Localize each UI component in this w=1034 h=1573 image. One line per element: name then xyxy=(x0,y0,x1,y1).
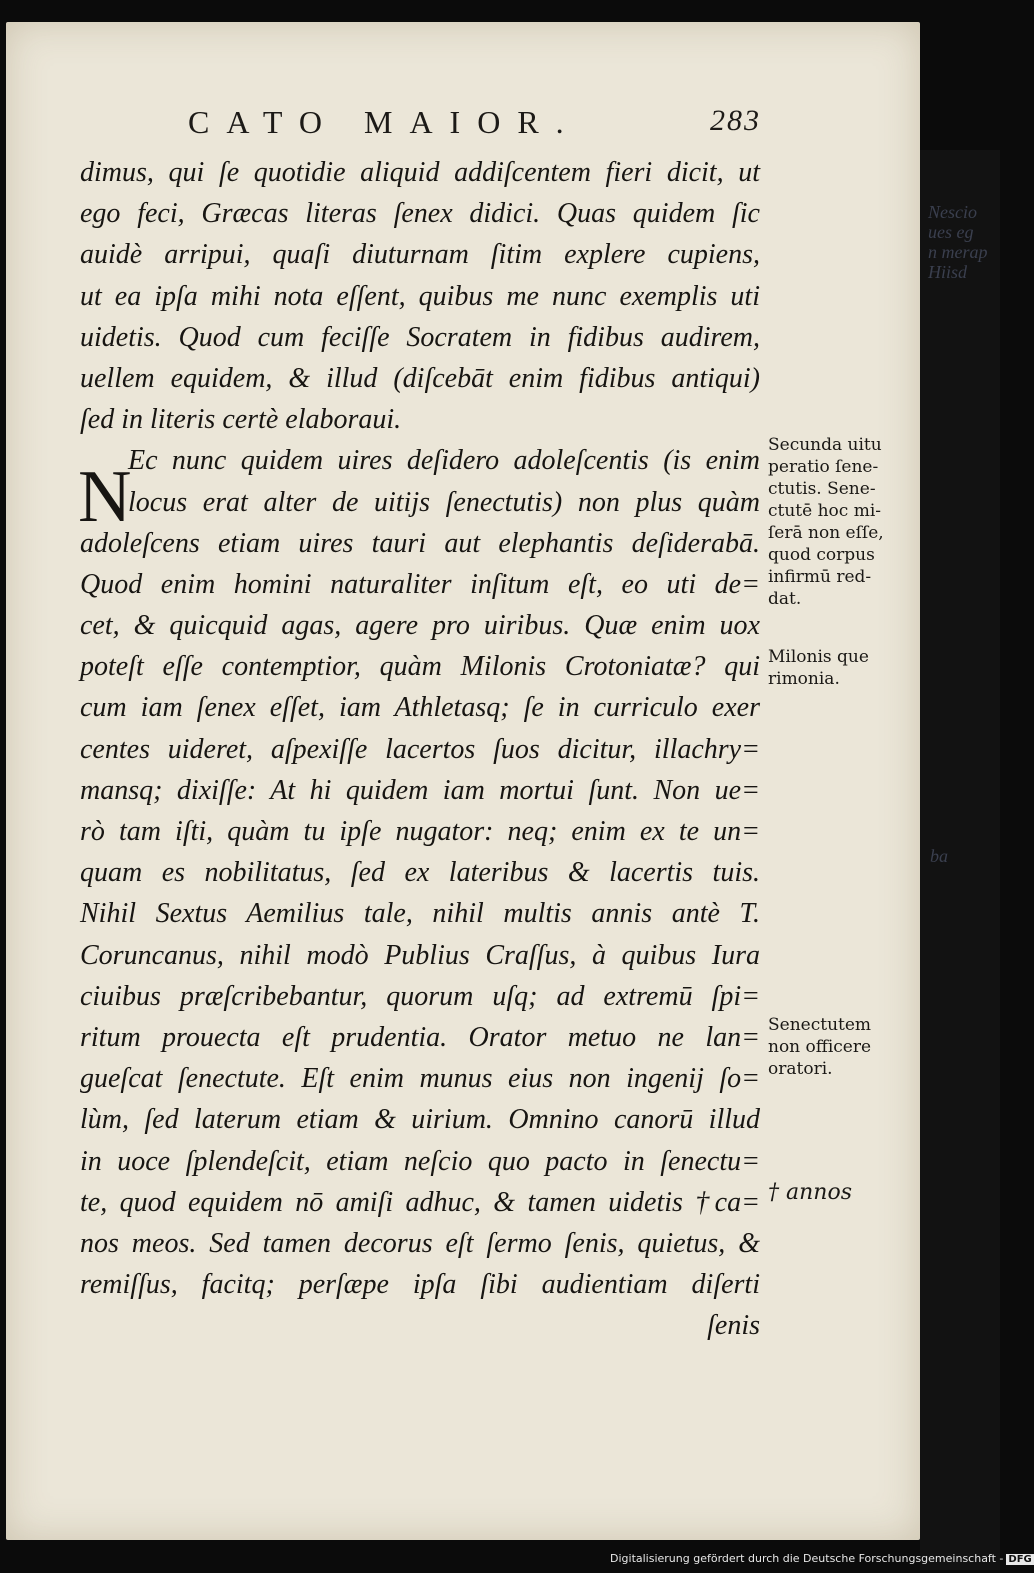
margin-note-line: ſerā non eſſe, xyxy=(768,523,884,543)
text-line: poteſt eſſe contemptior, quàm Milonis Crotoniatæ? qui xyxy=(80,651,760,683)
text-line: lùm, ſed laterum etiam & uirium. Omnino canorū illud xyxy=(80,1104,760,1136)
bleed-through-top xyxy=(928,202,998,282)
text-line: auidè arripui, quaſi diuturnam ſitim explere cupiens, xyxy=(80,239,760,271)
text-line: dimus, qui ſe quotidie aliquid addiſcentem fieri dicit, ut xyxy=(80,157,760,188)
text-line: ego feci, Græcas literas ſenex didici. Quas quidem ſic xyxy=(80,198,760,230)
text-line: cet, & quicquid agas, agere pro uiribus. Quæ enim uox xyxy=(80,610,760,642)
bleed-line: Nescio xyxy=(928,202,977,222)
margin-note-line: peratio ſene- xyxy=(768,457,879,477)
text-line: uidetis. Quod cum feciſſe Socratem in fidibus audirem, xyxy=(80,321,760,353)
bleed-through-middle xyxy=(930,846,1000,866)
text-line: ciuibus præſcribebantur, quorum uſq; ad extremū ſpi= xyxy=(80,980,760,1012)
text-line: te, quod equidem nō amiſi adhuc, & tamen uidetis †ca= xyxy=(80,1186,760,1218)
page-number: 283 xyxy=(710,104,761,137)
text-line: mansq; dixiſſe: At hi quidem iam mortui ſunt. Non ue= xyxy=(80,774,760,806)
text-line: remiſſus, facitq; perſæpe ipſa ſibi audientiam diſerti xyxy=(80,1269,760,1301)
adjacent-page-edge xyxy=(920,150,1000,1570)
credit-text: Digitalisierung gefördert durch die Deutsche Forschungsgemeinschaft - xyxy=(610,1552,1004,1565)
text-line: adoleſcens etiam uires tauri aut elephantis deſiderabā. xyxy=(80,527,760,559)
margin-note-line: Senectutem xyxy=(768,1015,872,1035)
bleed-line: Hiisd xyxy=(928,262,968,282)
text-line: uellem equidem, & illud (diſcebāt enim fidibus antiqui) xyxy=(80,362,760,394)
digitization-credit xyxy=(610,1552,1034,1565)
text-line: ritum prouecta eſt prudentia. Orator metuo ne lan= xyxy=(80,1021,760,1053)
margin-note-line: † annos xyxy=(768,1180,852,1205)
margin-note-line: oratori. xyxy=(768,1059,833,1079)
bleed-line: ues eg xyxy=(928,222,974,242)
text-line: locus erat alter de uitijs ſenectutis) non plus quàm xyxy=(128,486,760,518)
dfg-logo: DFG xyxy=(1008,1554,1032,1565)
text-line: cum iam ſenex eſſet, iam Athletasq; ſe in curriculo exer xyxy=(80,692,760,724)
margin-note xyxy=(768,646,908,690)
text-line: Ec nunc quidem uires deſidero adoleſcentis (is enim xyxy=(128,445,760,477)
margin-note-line: Secunda uitu xyxy=(768,435,882,455)
text-line: centes uideret, aſpexiſſe lacertos ſuos dicitur, illachry= xyxy=(80,733,760,765)
running-title: CATO MAIOR. xyxy=(188,104,581,140)
margin-note-line: ctutis. Sene- xyxy=(768,479,876,499)
text-line: Coruncanus, nihil modò Publius Craſſus, à quibus Iura xyxy=(80,939,760,971)
margin-note xyxy=(768,434,908,610)
margin-note-line: dat. xyxy=(768,589,802,609)
margin-note-line: ctutē hoc mi- xyxy=(768,501,882,521)
text-line: quam es nobilitatus, ſed ex lateribus & lacertis tuis. xyxy=(80,857,760,889)
text-line: Quod enim homini naturaliter inſitum eſt, eo uti de= xyxy=(80,568,760,600)
margin-note-line: Milonis que xyxy=(768,647,869,667)
text-line: nos meos. Sed tamen decorus eſt ſermo ſenis, quietus, & xyxy=(80,1227,760,1259)
drop-cap: N xyxy=(78,456,132,538)
text-line: gueſcat ſenectute. Eſt enim munus eius non ingenij ſo= xyxy=(80,1063,760,1095)
main-text xyxy=(80,152,760,1346)
text-line: Nihil Sextus Aemilius tale, nihil multis annis antè T. xyxy=(80,898,760,930)
margin-note-line: rimonia. xyxy=(768,669,840,689)
catchword: ſenis xyxy=(707,1310,760,1342)
margin-note-line: non officere xyxy=(768,1037,872,1057)
bleed-line: n merap xyxy=(928,242,988,262)
text-line: in uoce ſplendeſcit, etiam neſcio quo pacto in ſenectu= xyxy=(80,1145,760,1177)
margin-note xyxy=(768,1182,908,1204)
margin-note xyxy=(768,1014,908,1080)
text-line: rò tam iſti, quàm tu ipſe nugator: neq; enim ex te un= xyxy=(80,816,760,847)
text-line: ſed in literis certè elaboraui. xyxy=(80,404,402,436)
margin-note-line: infirmū red- xyxy=(768,567,872,587)
margin-note-line: quod corpus xyxy=(768,545,875,565)
bleed-line: ba xyxy=(930,846,948,866)
text-line: ut ea ipſa mihi nota eſſent, quibus me nunc exemplis uti xyxy=(80,280,760,312)
